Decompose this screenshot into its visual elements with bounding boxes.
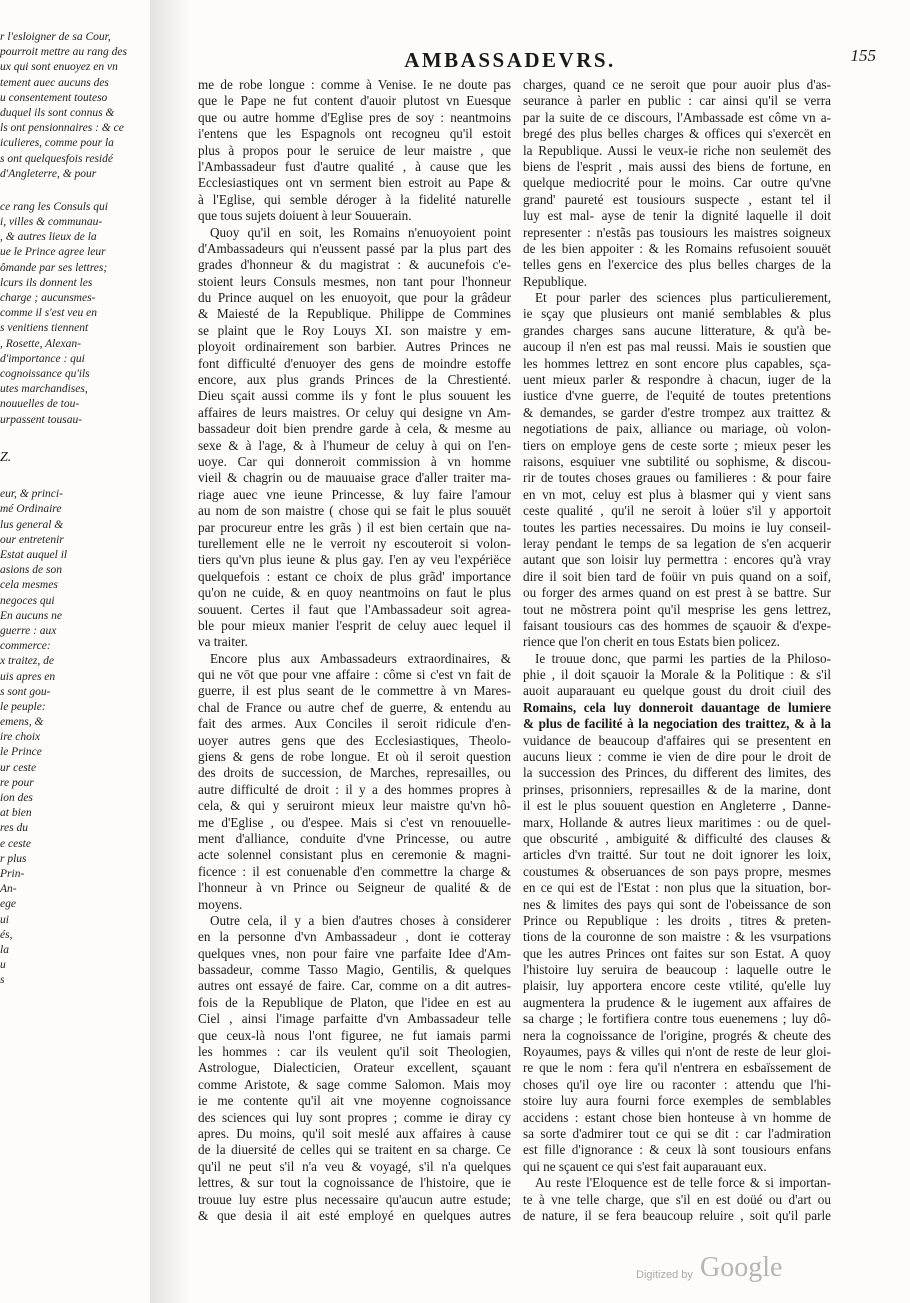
text-line: ou forger des armes quand on est prest à se battre. Sur: [523, 585, 831, 601]
text-line: me de robe longue : comme à Venise. Ie ne doute pas: [198, 77, 511, 92]
facing-page-line: charge ; aucunsmes-: [0, 292, 96, 304]
facing-page-line: s: [0, 974, 5, 987]
text-line: par procureur entre les grãs ) il est bien certain que na-: [198, 519, 511, 535]
text-line: sexe & à l'age, & à l'humeur de celuy à qui on l'en-: [198, 437, 511, 453]
text-line: leray pendant le temps de sa legation de s'en acquerir: [523, 535, 831, 551]
text-line: Royaumes, pays & villes qui n'ont de reste de leur gloi-: [523, 1044, 831, 1060]
text-line: quelque mediocrité pour le moins. Car outre qu'vne: [523, 175, 831, 191]
text-line: bregé des plus belles charges & offices qui s'exercët en: [523, 126, 831, 142]
text-line: auoit auparauant eu quelque goust du droit ciuil des: [523, 683, 831, 699]
facing-page-fragment: [0, 30, 127, 987]
google-logo: Google: [700, 1252, 783, 1283]
text-line: au nom de son maistre ( chose qui se fait le plus souuët: [198, 503, 511, 519]
text-line: biens de l'esprit , mais aussi des biens de fortune, en: [523, 158, 831, 174]
text-line: tiers qu'vn plus ieune & plus gay. I'en ay veu l'expériëce: [198, 552, 511, 568]
text-line: ceste qualité , qu'il ne seroit à loüer s'il y apportoit: [523, 503, 831, 519]
text-line: fait des armes. Aux Conciles il seroit ridicule d'en-: [198, 716, 511, 732]
text-line: à l'Eglise, qui semble déroger à la fidelité naturelle: [198, 191, 511, 207]
facing-page-line: [0, 182, 125, 200]
text-line: comme Aristote, & sage comme Salomon. Mais moy: [198, 1076, 511, 1092]
text-line: augmentera la prudence & le iugement aux affaires de: [523, 994, 831, 1010]
text-line: les hommes lettrez en sont encore plus capables, sça-: [523, 355, 831, 371]
text-line: charges, quand ce ne seroit que pour auoir plus d'as-: [523, 77, 831, 92]
facing-page-line: An-: [0, 883, 17, 896]
text-line: grandes charges sans aucune litterature, & qu'à be-: [523, 322, 831, 338]
facing-page-line: e ceste: [0, 837, 31, 850]
facing-page-line: cela mesmes: [0, 579, 58, 592]
text-line: des droits de succession, de Marches, represailles, ou: [198, 765, 511, 781]
text-line: Dieu sçait aussi comme ils y font le plus souuent les: [198, 388, 511, 404]
facing-page-line: eur, & princi-: [0, 488, 63, 501]
facing-page-line: ui: [0, 913, 9, 926]
text-line: bassadeur, comme Tasso Magio, Gentilis, & quelques: [198, 962, 511, 978]
text-line: telles gens en l'exercice des plus belles charges de la: [523, 257, 831, 273]
facing-page-line: u consentement touteso: [0, 91, 108, 104]
facing-page-line: d'Angleterre, & pour: [0, 167, 97, 180]
facing-page-line: comme il s'est veu en: [0, 307, 97, 320]
text-line: en vn mot, celuy est plus à blasmer qui y vient sans: [523, 486, 831, 502]
text-line: des sciences qui luy sont propres ; comme ie diray cy: [198, 1109, 511, 1125]
text-line: Republique.: [523, 273, 588, 289]
text-line: font difficulté d'enuoyer des gens de moindre estoffe: [198, 355, 511, 371]
text-line: seurance à parler en public : car ainsi qu'il se verra: [523, 93, 831, 109]
facing-page-line: ue le Prince agree leur: [0, 246, 106, 259]
gutter-shadow: [150, 0, 190, 1303]
text-line: representer : n'estãs pas tousiours les maistres soigneux: [523, 224, 831, 240]
text-line: me d'Eglise , ou d'espee. Mais si c'est vn renouuelle-: [198, 814, 511, 830]
facing-page-line: emens, &: [0, 716, 44, 729]
digitized-watermark: [636, 1252, 796, 1288]
text-line: i'entens que les Espagnols ont recogneu qu'il estoit: [198, 126, 511, 142]
facing-page-line: our entretenir: [0, 533, 64, 546]
facing-page-line: negoces qui: [0, 594, 55, 607]
facing-page-line: lcurs ils donnent les: [0, 276, 93, 289]
text-line: uoye. Car qui donneroit commission à vn homme: [198, 453, 511, 469]
text-line: que ou autre homme d'Eglise pres de soy : neantmoins: [198, 109, 511, 125]
text-line: ie sçay que plusieurs ont manié semblables & plus: [523, 306, 831, 322]
text-line: va traiter.: [198, 634, 248, 650]
facing-page-line: d'importance : qui: [0, 352, 85, 365]
text-line: lettres, & sur tout la cognoissance de l'histoire, que ie: [198, 1175, 511, 1191]
text-line: les hommes : car ils veulent qu'il soit Theologien,: [198, 1044, 511, 1060]
text-line: l'Ambassadeur fust d'autre qualité , à cause que les: [198, 158, 511, 174]
facing-page-line: commerce:: [0, 640, 51, 653]
text-line: articles d'vn traitté. Sur tout ne doit ignorer les loix,: [523, 847, 831, 863]
text-line: rir de toutes choses graues ou familieres : & pour faire: [523, 470, 831, 486]
text-line: stoient leurs Consuls mesmes, non tant pour l'honneur: [198, 273, 511, 289]
text-line: la Republique. Aussi le veux-ie riche non seulemët des: [523, 142, 831, 158]
text-line: est fille d'ignorance : & ceux là sont tousiours enfans: [523, 1142, 831, 1158]
facing-page-line: pourroit mettre au rang des: [0, 46, 127, 59]
facing-page-line: tement auec aucuns des: [0, 76, 109, 89]
text-line: & Maiesté de la Republique. Philippe de Commines: [198, 306, 511, 322]
facing-page-line: le Prince: [0, 746, 42, 759]
text-line: Romains, cela luy donneroit dauantage de lumiere: [523, 699, 831, 715]
text-line: Ecclesiastiques ont vn serment bien estroit au Pape &: [198, 175, 511, 191]
text-line: Prince ou Republique : les droits , titres & preten-: [523, 912, 831, 928]
facing-page-line: és,: [0, 928, 13, 941]
text-line: Quoy qu'il en soit, les Romains n'enuoyoient point: [210, 224, 511, 240]
text-line: en la personne d'vn Ambassadeur , dont ie cotteray: [198, 929, 511, 945]
text-line: que obscurité , ambiguité & difficulté des clauses &: [523, 830, 831, 846]
text-line: que le Pape ne fut content d'auoir plutost vn Euesque: [198, 93, 511, 109]
text-line: il est le plus souuent question en Angleterre , Danne-: [523, 798, 831, 814]
text-line: en ce qui est de l'Estat : non plus que la situation, bor-: [523, 880, 831, 896]
text-line: fois de la Republique de Platon, que l'idee en est au: [198, 994, 511, 1010]
text-line: Et pour parler des sciences plus particulierement,: [535, 290, 831, 306]
text-line: guerre, il est plus seant de le commettre à vn Mares-: [198, 683, 511, 699]
facing-page-line: , & autres lieux de la: [0, 231, 97, 244]
text-line: ployoit ordinairement son barbier. Autres Princes ne: [198, 339, 511, 355]
text-line: qui ne vōt que pour vne affaire : côme si c'est vn fait de: [198, 667, 511, 683]
text-line: de les bien appoiter : & les Romains refusoient souuët: [523, 240, 831, 256]
text-line: iustice d'vne guerre, de l'equité de toutes pretentions: [523, 388, 831, 404]
facing-page-line: i, villes & communau-: [0, 216, 103, 229]
facing-page-line: at bien: [0, 807, 32, 820]
text-line: prinses, prisonniers, represailles & de la marine, dont: [523, 781, 831, 797]
text-line: vuidance de beaucoup d'affaires qui se presentent en: [523, 732, 831, 748]
text-line: toutes les parties necessaires. Du moins ie luy conseil-: [523, 519, 831, 535]
text-line: coustumes & obseruances de son pays propre, mesmes: [523, 863, 831, 879]
facing-page-line: re pour: [0, 776, 34, 789]
text-line: chal de France ou autre chef de guerre, & entendu au: [198, 699, 511, 715]
facing-page-line: le peuple:: [0, 700, 46, 713]
facing-page-line: ur ceste: [0, 761, 37, 774]
text-line: nes & limites des pays qui sont de l'obeissance de son: [523, 896, 831, 912]
text-column-right: [523, 77, 831, 1224]
facing-page-line: res du: [0, 822, 29, 835]
facing-page-line: u: [0, 959, 6, 972]
text-line: ficence : il est conuenable d'en commettre la charge &: [198, 863, 511, 879]
digitized-label: Digitized by: [636, 1269, 693, 1281]
text-line: plaisir, luy apportera encore ceste vtilité, qu'elle luy: [523, 978, 831, 994]
page-number: 155: [850, 46, 876, 65]
text-line: apres. Du moins, qu'il soit meslé aux affaires à cause: [198, 1126, 511, 1141]
facing-page-line: ion des: [0, 792, 33, 805]
text-line: tiers on employe gens de ceste sorte ; mieux peser les: [523, 437, 831, 453]
text-line: phie , il doit sçauoir la Morale & la Politique : & s'il: [523, 667, 831, 683]
text-line: turellement elle ne le verroit ny escouteroit si volon-: [198, 535, 511, 551]
text-line: riage auec vne ieune Princesse, & luy faire l'amour: [198, 486, 511, 502]
text-line: quelquefois : estant ce choix de plus grãd' importance: [198, 568, 511, 584]
facing-page-line: En aucuns ne: [0, 609, 62, 622]
text-line: Outre cela, il y a bien d'autres choses à considerer: [210, 912, 511, 928]
text-line: grand' paureté est tousiours suspecte , estant tel il: [523, 191, 831, 207]
facing-page-line: utes marchandises,: [0, 383, 88, 396]
facing-page-line: ege: [0, 898, 16, 911]
text-line: negotiations de paix, alliance ou mariage, où volon-: [523, 421, 831, 437]
text-line: plus à propos pour le seruice de leur maistre , que: [198, 142, 511, 158]
facing-page-line: nouuelles de tou-: [0, 398, 80, 411]
text-line: moyens.: [198, 896, 243, 912]
text-line: autant que son loisir luy permettra : encores qu'à vray: [523, 552, 831, 568]
text-line: ie me contente qu'il ait vne moyenne cognoissance: [198, 1093, 511, 1109]
text-line: sa sorte d'admirer tout ce qui se dit : car l'admiration: [523, 1126, 831, 1141]
facing-page-line: s venitiens tiennent: [0, 322, 89, 335]
text-line: Encore plus aux Ambassadeurs extraordinaires, &: [210, 650, 511, 666]
running-title: AMBASSADEVRS.: [404, 48, 616, 72]
facing-page-line: mé Ordinaire: [0, 503, 62, 516]
text-line: marx, Hollande & autres lieux maritimes : ou de quel-: [523, 814, 831, 830]
facing-page-line: guerre : aux: [0, 624, 57, 637]
text-line: stoire luy aura fourni force exemples de semblables: [523, 1093, 831, 1109]
text-line: du Prince auquel on les enuoyoit, que pour la grâdeur: [198, 290, 511, 306]
facing-page-line: uis apres en: [0, 670, 56, 683]
text-line: ment d'alliance, conduite d'vne Princesse, ou autre: [198, 830, 511, 846]
facing-page-line: r plus: [0, 852, 27, 865]
text-line: par la suite de ce discours, l'Ambassade est côme vn a-: [523, 109, 831, 125]
text-line: de nature, il se fera beaucoup reluire , soit qu'il parle: [523, 1207, 831, 1223]
facing-page-line: ire choix: [0, 731, 41, 744]
facing-page-line: asions de son: [0, 564, 62, 577]
text-line: re que le nom : fera qu'il n'entrera en esbaïssement de: [523, 1060, 831, 1076]
text-line: sa charge ; le fortifiera contre tous euenemens ; luy dô-: [523, 1011, 831, 1027]
text-line: d'Ambassadeurs qui n'eussent passé par la plus part des: [198, 240, 511, 256]
text-line: cela, & qui y seruiront mieux leur maistre qu'vn hô-: [198, 798, 511, 814]
facing-page-line: lus general &: [0, 518, 64, 531]
text-line: te à vne telle charge, que s'il en est doüé ou d'art ou: [523, 1191, 831, 1207]
text-line: quelques vnes, non pour faire vne parfaite Idee d'Am-: [198, 945, 511, 961]
facing-page-line: ômande par ses lettres;: [0, 261, 108, 274]
text-line: tout ne mõstrera point qu'il mesprise les gens lettrez,: [523, 601, 831, 617]
text-line: encore, aux plus grands Princes de la Chrestienté.: [198, 372, 511, 388]
text-line: rience que l'on cherit en tous Estats bien policez.: [523, 634, 780, 650]
text-line: faisant tousiours cas des hommes de sçauoir & d'expe-: [523, 617, 831, 633]
facing-page-line: cognoissance qu'ils: [0, 367, 90, 380]
text-line: dire il soit bien tard de foüir vn puis quand on a soif,: [523, 568, 831, 584]
facing-page-line: ls ont pensionnaires : & ce: [0, 122, 124, 135]
text-line: qui ne sçauent ce qui s'est fait auparauant eux.: [523, 1158, 767, 1174]
text-line: vieil & chagrin ou de mauuaise grace d'aller traiter ma-: [198, 470, 511, 486]
text-line: qu'il ne peut s'il n'a veu & voyagé, s'il n'a quelques: [198, 1158, 511, 1174]
text-line: aucoup il n'en est pas mal reussi. Mais ie soustien que: [523, 339, 831, 355]
text-line: nera la cognoissance de l'origine, progrés & cheute des: [523, 1027, 831, 1043]
text-line: raisons, esquiuer vne subtilité ou sophisme, & discou-: [523, 453, 831, 469]
text-line: choses qu'il oye lire ou raconter : attendu que l'hi-: [523, 1076, 831, 1092]
text-line: que les autres Princes ont faites sur son Estat. A quoy: [523, 945, 831, 961]
facing-page-line: r l'esloigner de sa Cour,: [0, 31, 111, 43]
text-line: tions de la couronne de son maistre : & les vsurpations: [523, 929, 831, 945]
facing-page-line: ux qui sont enuoyez en vn: [0, 61, 118, 74]
text-line: Au reste l'Eloquence est de telle force & si importan-: [535, 1175, 831, 1191]
text-line: souuent. Certes il faut que l'Ambassadeur soit agrea-: [198, 601, 511, 617]
text-line: de la diuersité de celles qui se traitent en sa charge. Ce: [198, 1142, 511, 1158]
text-line: qu'on ne cuide, & en quoy neantmoins on faut le plus: [198, 585, 511, 601]
text-line: giens & gens de robe longue. Et où il seroit question: [198, 749, 511, 765]
facing-page-line: iculieres, comme pour la: [0, 137, 114, 150]
text-line: & plus de facilité à la negociation des traittez, & à la: [523, 716, 831, 732]
text-line: aucuns lieux : comme ie vien de dire pour le droit de: [523, 749, 831, 765]
facing-page-line: Estat auquel il: [0, 549, 68, 562]
facing-page-line: [0, 428, 125, 446]
facing-page-line: la: [0, 943, 9, 956]
text-column-left: [198, 77, 511, 1224]
text-line: Astrologue, Dialecticien, Orateur excellent, sçauant: [198, 1060, 511, 1076]
text-line: accidens : estant chose bien honteuse à vn homme de: [523, 1109, 831, 1125]
facing-page-line: [0, 469, 125, 487]
text-line: & demandes, se garder d'estre trompez aux traittez &: [523, 404, 831, 420]
facing-page-line: urpassent tousau-: [0, 413, 83, 426]
text-line: bassadeur doit bien prendre garde à cela, & mesme au: [198, 421, 511, 437]
text-line: luy est mal- ayse de tenir la dignité laquelle il doit: [523, 208, 831, 224]
text-line: uoyer autres gens que des Ecclesiastiques, Theolo-: [198, 732, 511, 748]
text-line: grades d'honneur & du magistrat : & aucunefois c'e-: [198, 257, 511, 273]
text-line: se plaint que le Roy Louys XI. son maistre y em-: [198, 322, 511, 338]
facing-page-line: s ont quelquesfois residé: [0, 152, 113, 165]
text-line: ble pour mieux manier l'esprit de celuy auec lequel il: [198, 617, 511, 633]
facing-page-line: ce rang les Consuls qui: [0, 200, 108, 213]
facing-page-line: , Rosette, Alexan-: [0, 337, 81, 350]
text-line: trouue luy estre plus necessaire qu'aucun autre estude;: [198, 1191, 511, 1207]
text-line: l'histoire luy seruira de beaucoup : laquelle outre le: [523, 962, 831, 978]
text-line: Ie trouue donc, que parmi les parties de la Philoso-: [535, 650, 831, 666]
text-line: que ceux-là nous l'ont figuree, ne fut iamais parmi: [198, 1027, 511, 1043]
text-line: autre difficulté de droit : il y a des hommes propres à: [198, 781, 511, 797]
facing-page-line: duquel ils sont connus &: [0, 106, 115, 119]
text-line: & que desia il ait esté employé en quelques autres: [198, 1207, 511, 1223]
facing-page-line: Prin-: [0, 867, 25, 880]
text-line: l'honneur à vn Prince ou Seigneur de qualité & de: [198, 880, 511, 896]
text-line: Ciel , ainsi l'image parfaitte d'vn Ambassadeur telle: [198, 1011, 511, 1027]
text-line: uent mieux parler & respondre à chacun, iuger de la: [523, 372, 831, 388]
facing-page-line: s sont gou-: [0, 685, 51, 698]
text-line: autres ont essayé de faire. Car, comme on a dit autres-: [198, 978, 511, 994]
text-line: la succession des Princes, du different des limites, des: [523, 765, 831, 781]
facing-page-line: x traitez, de: [0, 655, 54, 668]
text-line: que tous sujets doiuent à leur Souuerain.: [198, 208, 412, 224]
text-line: affaires de leurs maistres. Or celuy qui designe vn Am-: [198, 404, 511, 420]
facing-page-line: Z.: [0, 449, 12, 465]
text-line: acte solennel consistant plus en ceremonie & magni-: [198, 847, 511, 863]
